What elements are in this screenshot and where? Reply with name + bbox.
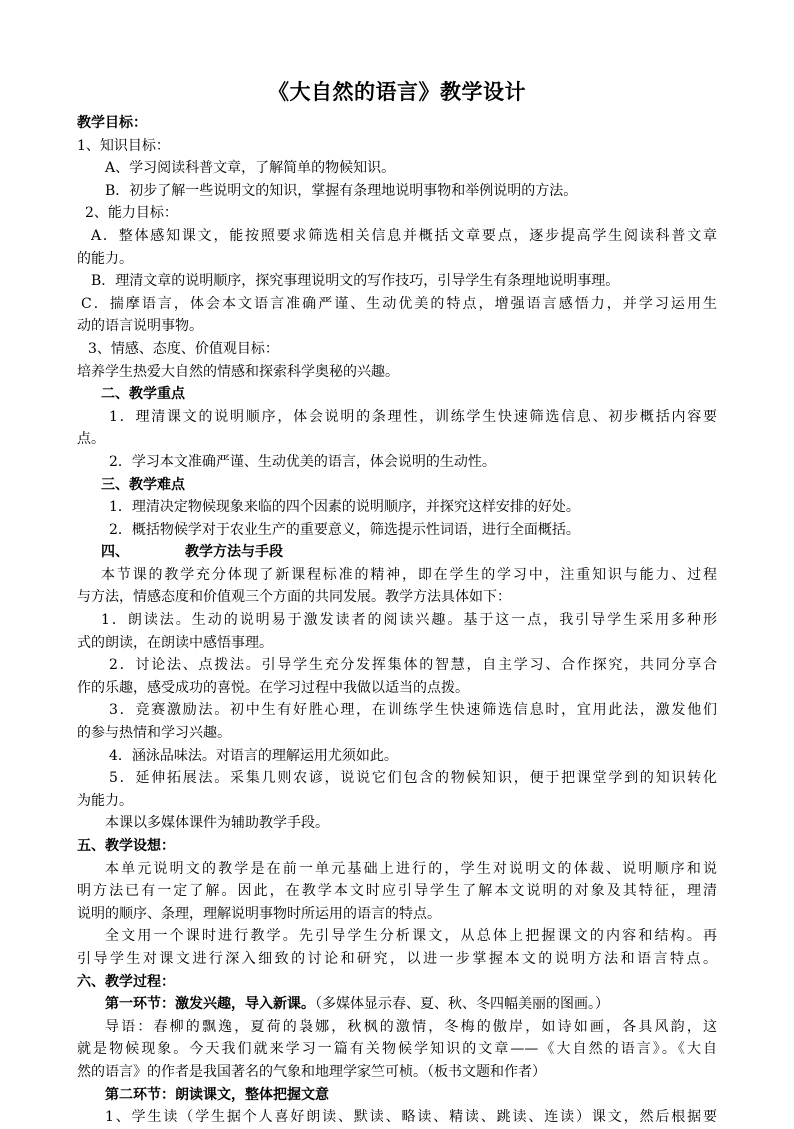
text-line: 3、情感、态度、价值观目标： xyxy=(88,340,279,357)
step-heading: 第二环节：朗读课文，整体把握文意 xyxy=(105,1086,329,1103)
text-line: 然的语言》的作者是我国著名的气象和地理学家竺可桢。（板书文题和作者） xyxy=(77,1063,546,1080)
section-heading: 教学目标： xyxy=(77,115,147,131)
text-line: 为能力。 xyxy=(77,792,133,809)
document-title: 《大自然的语言》教学设计 xyxy=(268,80,526,104)
text-line: 说明的顺序、条理，理解说明事物时所运用的语言的特点。 xyxy=(77,905,441,922)
text-line: 1．理清课文的说明顺序，体会说明的条理性，训练学生快速筛选信息、初步概括内容要 xyxy=(109,408,717,425)
text-line: 本单元说明文的教学是在前一单元基础上进行的，学生对说明文的体裁、说明顺序和说 xyxy=(105,860,717,877)
text-line: 2．讨论法、点拨法。引导学生充分发挥集体的智慧，自主学习、合作探究，共同分享合 xyxy=(109,657,717,674)
text-line: 动的语言说明事物。 xyxy=(77,318,203,335)
text-line: 点。 xyxy=(77,431,105,448)
text-line: 式的朗读，在朗读中感悟事理。 xyxy=(77,634,273,651)
document-body xyxy=(77,112,717,1129)
step-note: （多媒体显示春、夏、秋、冬四幅美丽的图画。） xyxy=(315,996,609,1013)
text-line: 5．延伸拓展法。采集几则农谚，说说它们包含的物候知识，便于把课堂学到的知识转化 xyxy=(109,770,717,787)
text-line: 1、学生读（学生据个人喜好朗读、默读、略读、精读、跳读、连读）课文，然后根据要 xyxy=(105,1109,717,1126)
text-line: 2．学习本文准确严谨、生动优美的语言，体会说明的生动性。 xyxy=(109,453,496,470)
step-heading: 第一环节：激发兴趣，导入新课。 xyxy=(105,996,315,1013)
text-line: 1、知识目标： xyxy=(77,137,170,154)
text-line: 4．涵泳品味法。对语言的理解运用尤须如此。 xyxy=(109,747,398,764)
section-heading: 六、教学过程： xyxy=(77,973,175,990)
text-line xyxy=(77,993,717,1016)
text-line: 3．竞赛激励法。初中生有好胜心理，在训练学生快速筛选信息时，宜用此法，激发他们 xyxy=(109,702,717,719)
text-line: 1．理清决定物候现象来临的四个因素的说明顺序，并探究这样安排的好处。 xyxy=(109,499,580,516)
section-title: 教学方法与手段 xyxy=(185,544,283,561)
text-line: 就是物候现象。今天我们就来学习一篇有关物候学知识的文章——《大自然的语言》。《大自 xyxy=(77,1041,717,1058)
text-line: 2．概括物候学对于农业生产的重要意义，筛选提示性词语，进行全面概括。 xyxy=(109,521,580,538)
text-line: 作的乐趣，感受成功的喜悦。在学习过程中我做以适当的点拨。 xyxy=(77,679,469,696)
text-line: 的参与热情和学习兴趣。 xyxy=(77,725,231,742)
text-line: 引导学生对课文进行深入细致的讨论和研究，以进一步掌握本文的说明方法和语言特点。 xyxy=(77,950,717,967)
text-line: A、学习阅读科普文章，了解简单的物候知识。 xyxy=(105,160,396,177)
section-heading xyxy=(77,541,717,564)
text-line: A．整体感知课文，能按照要求筛选相关信息并概括文章要点，逐步提高学生阅读科普文章 xyxy=(91,227,717,244)
text-line: 本节课的教学充分体现了新课程标准的精神，即在学生的学习中，注重知识与能力、过程 xyxy=(101,566,717,583)
text-line: 1．朗读法。生动的说明易于激发读者的阅读兴趣。基于这一点，我引导学生采用多种形 xyxy=(101,612,717,629)
section-heading: 五、教学设想： xyxy=(77,838,175,854)
section-heading: 二、教学重点 xyxy=(101,386,185,403)
text-line: 本课以多媒体课件为辅助教学手段。 xyxy=(105,815,329,832)
text-line: 培养学生热爱大自然的情感和探索科学奥秘的兴趣。 xyxy=(77,363,399,380)
text-line: B．初步了解一些说明文的知识，掌握有条理地说明事物和举例说明的方法。 xyxy=(105,182,578,199)
text-line: 导语：春柳的飘逸，夏荷的袅娜，秋枫的激情，冬梅的傲岸，如诗如画，各具风韵，这 xyxy=(105,1018,717,1035)
text-line: 与方法，情感态度和价值观三个方面的共同发展。教学方法具体如下： xyxy=(77,589,511,606)
text-line: 全文用一个课时进行教学。先引导学生分析课文，从总体上把握课文的内容和结构。再 xyxy=(105,928,717,945)
text-line: 的能力。 xyxy=(77,250,133,267)
text-line: C．揣摩语言，体会本文语言准确严谨、生动优美的特点，增强语言感悟力，并学习运用生 xyxy=(81,295,717,312)
section-number: 四、 xyxy=(101,544,129,561)
text-line: 2、能力目标： xyxy=(85,205,178,222)
text-line: B．理清文章的说明顺序，探究事理说明文的写作技巧，引导学生有条理地说明事理。 xyxy=(91,273,620,290)
text-line: 明方法已有一定了解。因此，在教学本文时应引导学生了解本文说明的对象及其特征，理清 xyxy=(77,883,717,900)
section-heading: 三、教学难点 xyxy=(101,476,185,493)
